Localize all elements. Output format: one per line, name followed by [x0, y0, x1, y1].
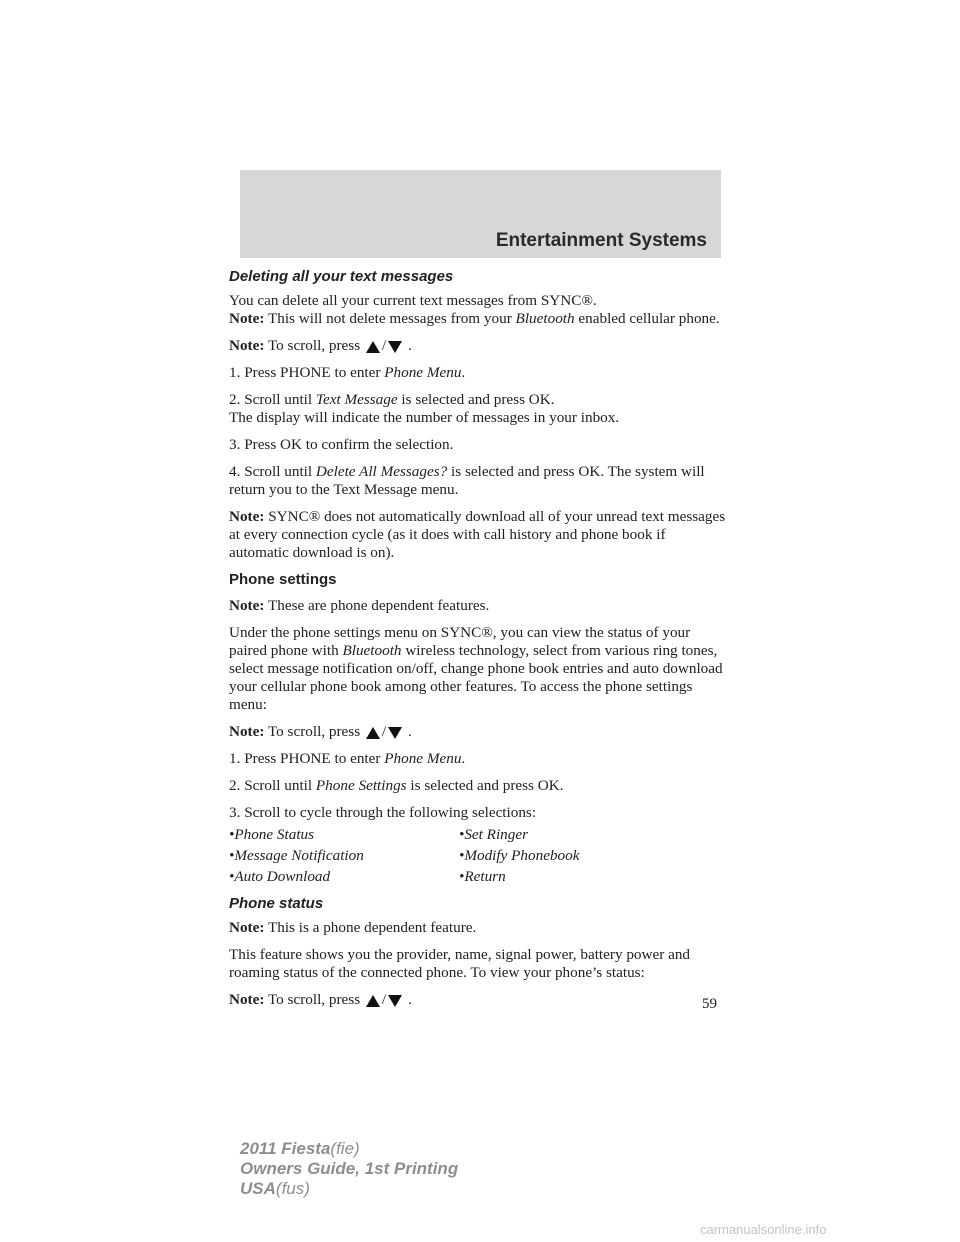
- note-bluetooth: Note: This will not delete messages from your Bluetooth enabled cellular phone.: [229, 310, 720, 327]
- list-item: •Return: [459, 868, 506, 885]
- footer-line-2: Owners Guide, 1st Printing: [240, 1159, 459, 1178]
- paragraph-phone-settings: Under the phone settings menu on SYNC®, you can view the status of your paired phone with Bluetooth wireless technology, select from various ring tones, select message notification on/off, change phone book entries and auto download your cellular phone book among other features. To access the phone settings menu:: [229, 624, 723, 713]
- list-item: •Phone Status: [229, 826, 315, 843]
- heading-phone-status: Phone status: [229, 895, 324, 912]
- step-4a: 4. Scroll until Delete All Messages? is selected and press OK. The system will return you to the Text Message menu.: [229, 463, 705, 498]
- step-3b: 3. Scroll to cycle through the following selections:: [229, 804, 537, 821]
- section-title: Entertainment Systems: [495, 230, 707, 251]
- up-arrow-icon: [366, 727, 380, 739]
- list-item: •Set Ringer: [459, 826, 529, 843]
- note-sync-download: Note: SYNC® does not automatically download all of your unread text messages at every connection cycle (as it does with call history and phone book if automatic download is on).: [229, 508, 726, 561]
- footer-line-1: 2011 Fiesta(fie): [240, 1139, 360, 1158]
- section-header: [240, 170, 721, 258]
- heading-deleting-texts: Deleting all your text messages: [229, 268, 454, 285]
- note-feature-dependent: Note: This is a phone dependent feature.: [229, 919, 477, 936]
- watermark: carmanualsonline.info: [700, 1222, 827, 1237]
- note-scroll-3: Note: To scroll, press / .: [229, 991, 412, 1008]
- page-number: 59: [702, 996, 717, 1012]
- up-arrow-icon: [366, 341, 380, 353]
- heading-phone-settings: Phone settings: [229, 571, 337, 588]
- footer-line-3: USA(fus): [240, 1179, 310, 1198]
- display-line: The display will indicate the number of messages in your inbox.: [229, 409, 620, 426]
- step-1a: 1. Press PHONE to enter Phone Menu.: [229, 364, 466, 381]
- down-arrow-icon: [388, 341, 402, 353]
- list-item: •Auto Download: [229, 868, 331, 885]
- step-3a: 3. Press OK to confirm the selection.: [229, 436, 454, 453]
- step-1b: 1. Press PHONE to enter Phone Menu.: [229, 750, 466, 767]
- paragraph-phone-status: This feature shows you the provider, name, signal power, battery power and roaming status of the connected phone. To view your phone’s status:: [229, 946, 691, 981]
- list-item: •Modify Phonebook: [459, 847, 580, 864]
- step-2b: 2. Scroll until Phone Settings is selected and press OK.: [229, 777, 564, 794]
- note-scroll-1: Note: To scroll, press / .: [229, 337, 412, 354]
- down-arrow-icon: [388, 995, 402, 1007]
- paragraph-intro: You can delete all your current text messages from SYNC®.: [229, 292, 597, 309]
- footer-info: [240, 1139, 458, 1199]
- page-content: [229, 268, 729, 1018]
- list-item: •Message Notification: [229, 847, 364, 864]
- down-arrow-icon: [388, 727, 402, 739]
- settings-list: [229, 826, 729, 886]
- up-arrow-icon: [366, 995, 380, 1007]
- note-phone-dependent: Note: These are phone dependent features.: [229, 597, 490, 614]
- note-scroll-2: Note: To scroll, press / .: [229, 723, 412, 740]
- step-2a: 2. Scroll until Text Message is selected and press OK.: [229, 391, 555, 408]
